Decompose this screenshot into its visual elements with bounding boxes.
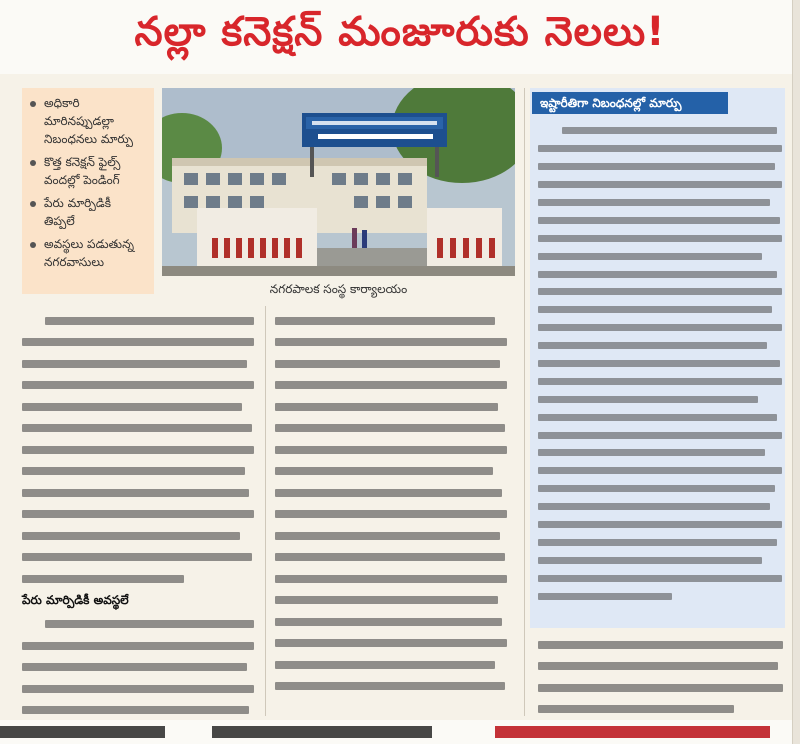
text-line-glyphs [538,253,762,260]
text-line-glyphs [22,381,254,389]
body-text-line [22,547,254,569]
text-line-glyphs [22,403,242,411]
body-text-line [22,678,254,700]
text-line-glyphs [275,682,505,690]
body-text-line [275,525,507,547]
photo-caption: నగరపాలక సంస్థ కార్యాలయం [269,282,408,296]
next-stories-strip [0,720,792,744]
highlights-box [22,88,154,294]
text-line-glyphs [275,381,507,389]
body-text-line [22,396,254,418]
text-line-glyphs [538,145,782,152]
text-line-glyphs [22,489,249,497]
column-1 [22,310,254,721]
sidebar-text-line [538,426,782,444]
text-line-glyphs [538,324,782,331]
text-line-glyphs [22,553,252,561]
text-line-glyphs [22,575,184,583]
sidebar-text-line [538,122,782,140]
text-line-glyphs [275,661,495,669]
text-line-glyphs [275,575,507,583]
body-text-line [275,375,507,397]
highlight-item [28,235,150,271]
sidebar-text-line [538,140,782,158]
text-line-glyphs [538,235,782,242]
body-text-line [275,611,507,633]
body-text-line [22,439,254,461]
text-line-glyphs [275,618,502,626]
text-line-glyphs [45,620,254,628]
text-line-glyphs [538,288,782,295]
highlight-line: తిప్పలే [44,214,75,228]
body-text-line [275,310,507,332]
highlight-line: నగరవాసులు [44,255,104,269]
body-text-line [538,634,783,656]
sidebar-text-line [538,551,782,569]
sidebar-text-line [538,194,782,212]
sidebar-text-line [538,587,782,605]
body-text-line [275,396,507,418]
text-line-glyphs [538,396,758,403]
text-line-glyphs [538,593,672,600]
body-text-line [275,504,507,526]
highlight-item [28,94,150,148]
body-text-line [22,700,254,722]
text-line-glyphs [275,424,505,432]
body-text-line [275,482,507,504]
highlight-line: నిబంధనలు మార్పు [44,132,134,146]
sidebar-text-line [538,176,782,194]
text-line-glyphs [275,403,498,411]
sidebar-text-line [538,265,782,283]
highlight-line: అవస్థలు పడుతున్న [44,237,135,251]
text-line-glyphs [538,432,782,439]
text-line-glyphs [22,467,245,475]
highlight-item [28,153,150,189]
text-line-glyphs [22,338,254,346]
text-line-glyphs [538,342,767,349]
sidebar-text-line [538,337,782,355]
column-divider [265,306,266,716]
text-line-glyphs [538,199,770,206]
text-line-glyphs [538,557,762,564]
body-text-line [22,375,254,397]
text-line-glyphs [538,485,775,492]
sidebar-text-line [538,480,782,498]
text-line-glyphs [538,414,777,421]
sidebar-text-line [538,390,782,408]
body-text-line [22,418,254,440]
body-text-line [275,332,507,354]
text-line-glyphs [275,532,500,540]
text-line-glyphs [275,596,498,604]
body-text-line [22,614,254,636]
text-line-glyphs [22,532,240,540]
text-line-glyphs [275,446,507,454]
body-text-line [22,461,254,483]
column-2 [275,310,507,697]
text-line-glyphs [538,641,783,649]
office-photo-illustration [162,88,515,276]
text-line-glyphs [275,467,493,475]
body-text-line [22,635,254,657]
text-line-glyphs [538,503,770,510]
body-text-line [22,482,254,504]
body-text-line [275,654,507,676]
text-line-glyphs [275,489,502,497]
text-line-glyphs [275,553,505,561]
text-line-glyphs [538,360,780,367]
highlight-item [28,194,150,230]
office-photo [162,88,515,276]
highlight-line: మారినప్పుడల్లా [44,114,114,128]
body-text-line [275,461,507,483]
sidebar-text-line [538,301,782,319]
text-line-glyphs [538,684,783,692]
text-line-glyphs [538,449,765,456]
sidebar-text-line [538,516,782,534]
subheading-text: పేరు మార్పిడికీ అవస్థలే [22,593,129,607]
text-line-glyphs [275,510,507,518]
sidebar-text [538,122,782,605]
text-line-glyphs [275,338,507,346]
sidebar-text-line [538,408,782,426]
text-line-glyphs [538,575,782,582]
text-line-glyphs [538,181,782,188]
sidebar-text-line [538,229,782,247]
body-text-line [22,568,254,590]
sidebar-text-line [538,498,782,516]
text-line-glyphs [22,510,254,518]
body-text-line [22,310,254,332]
column-3-tail [538,634,783,720]
text-line-glyphs [538,467,782,474]
text-line-glyphs [22,685,254,693]
sidebar-text-line [538,211,782,229]
highlight-line: పేరు మార్పిడికీ [44,196,112,210]
highlight-line: కొత్త కనెక్షన్ ఫైల్స్ [44,155,121,169]
body-text-line [538,656,783,678]
text-line-glyphs [538,705,734,713]
text-line-glyphs [22,642,254,650]
text-line-glyphs [562,127,777,134]
text-line-glyphs [275,360,500,368]
body-text-line [22,353,254,375]
body-text-line [275,547,507,569]
text-line-glyphs [538,378,782,385]
sidebar-text-line [538,247,782,265]
next-story-headline [495,726,770,738]
text-line-glyphs [538,306,772,313]
text-line-glyphs [538,662,778,670]
sidebar-text-line [538,355,782,373]
bullet-icon [30,160,36,166]
text-line-glyphs [22,663,247,671]
text-line-glyphs [45,317,254,325]
sidebar-text-line [538,533,782,551]
sidebar-text-line [538,158,782,176]
body-text-line [275,418,507,440]
body-text-line [22,332,254,354]
text-line-glyphs [22,360,247,368]
column-divider [524,88,525,716]
bullet-icon [30,242,36,248]
highlight-line: వందల్లో పెండింగ్ [44,173,120,187]
headline: నల్లా కనెక్షన్ మంజూరుకు నెలలు! [134,9,666,55]
body-text-line [275,590,507,612]
highlight-line: అధికారి [44,96,80,110]
headline-banner [0,0,800,74]
text-line-glyphs [538,521,782,528]
bullet-icon [30,101,36,107]
body-text-line [275,439,507,461]
next-story-headline [0,726,165,738]
sidebar-text-line [538,283,782,301]
body-text-line [22,525,254,547]
text-line-glyphs [22,446,254,454]
text-line-glyphs [275,639,507,647]
body-text-line [275,633,507,655]
subheading [22,590,254,614]
bullet-icon [30,201,36,207]
body-text-line [22,504,254,526]
sidebar-text-line [538,444,782,462]
text-line-glyphs [538,539,777,546]
page-edge [792,0,800,744]
text-line-glyphs [22,706,249,714]
body-text-line [22,657,254,679]
text-line-glyphs [538,217,780,224]
body-text-line [538,677,783,699]
sidebar-text-line [538,319,782,337]
body-text-line [275,353,507,375]
body-text-line [538,699,783,721]
next-story-headline [212,726,432,738]
sidebar-text-line [538,462,782,480]
text-line-glyphs [538,271,777,278]
body-text-line [275,568,507,590]
text-line-glyphs [275,317,495,325]
sidebar-text-line [538,569,782,587]
text-line-glyphs [538,163,775,170]
sidebar-heading: ఇష్టారీతిగా నిబంధనల్లో మార్పు [532,92,728,114]
text-line-glyphs [22,424,252,432]
body-text-line [275,676,507,698]
sidebar-text-line [538,372,782,390]
